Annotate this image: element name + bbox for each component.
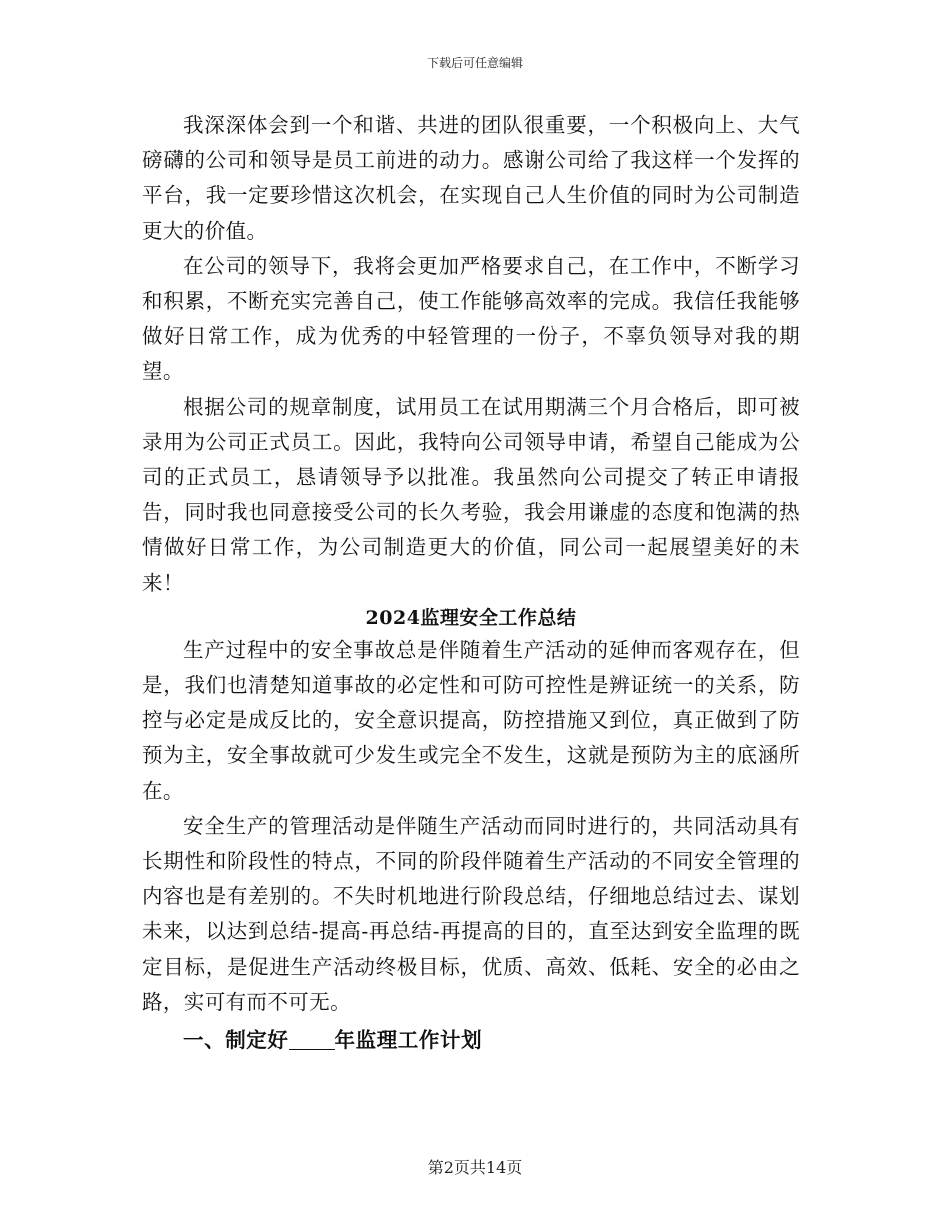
paragraph: 根据公司的规章制度，试用员工在试用期满三个月合格后，即可被录用为公司正式员工。因此，我特向公司领导申请，希望自己能成为公司的正式员工，恳请领导予以批准。我虽然向公司提交了转正申请报告，同时我也同意接受公司的长久考验，我会用谦虚的态度和饱满的热情做好日常工作，为公司制造更大的价值，同公司一起展望美好的未来！ [142, 394, 800, 595]
paragraph: 在公司的领导下，我将会更加严格要求自己，在工作中，不断学习和积累，不断充实完善自己，使工作能够高效率的完成。我信任我能够做好日常工作，成为优秀的中轻管理的一份子，不辜负领导对我的期望。 [142, 253, 800, 384]
paragraph: 生产过程中的安全事故总是伴随着生产活动的延伸而客观存在，但是，我们也清楚知道事故的必定性和可防可控性是辨证统一的关系，防控与必定是成反比的，安全意识提高，防控措施又到位，真正做到了防预为主，安全事故就可少发生或完全不发生，这就是预防为主的底涵所在。 [142, 637, 800, 803]
blank-underline [289, 1029, 335, 1051]
heading-one-prefix: 一、制定好 [183, 1028, 289, 1053]
paragraph: 安全生产的管理活动是伴随生产活动而同时进行的，共同活动具有长期性和阶段性的特点，不同的阶段伴随着生产活动的不同安全管理的内容也是有差别的。不失时机地进行阶段总结，仔细地总结过去、谋划未来，以达到总结-提高-再总结-再提高的目的，直至达到安全监理的既定目标，是促进生产活动终极目标，优质、高效、低耗、安全的必由之路，实可有而不可无。 [142, 813, 800, 1014]
header-note: 下载后可任意编辑 [426, 56, 523, 70]
paragraph: 我深深体会到一个和谐、共进的团队很重要，一个积极向上、大气磅礴的公司和领导是员工前进的动力。感谢公司给了我这样一个发挥的平台，我一定要珍惜这次机会，在实现自己人生价值的同时为公司制造更大的价值。 [142, 113, 800, 243]
section-title: 2024监理安全工作总结 [365, 606, 577, 629]
document-body [142, 108, 800, 1058]
heading-one [142, 1022, 800, 1058]
heading-one-suffix: 年监理工作计划 [334, 1028, 483, 1053]
page-footer: 第2页共14页 [427, 1158, 523, 1177]
